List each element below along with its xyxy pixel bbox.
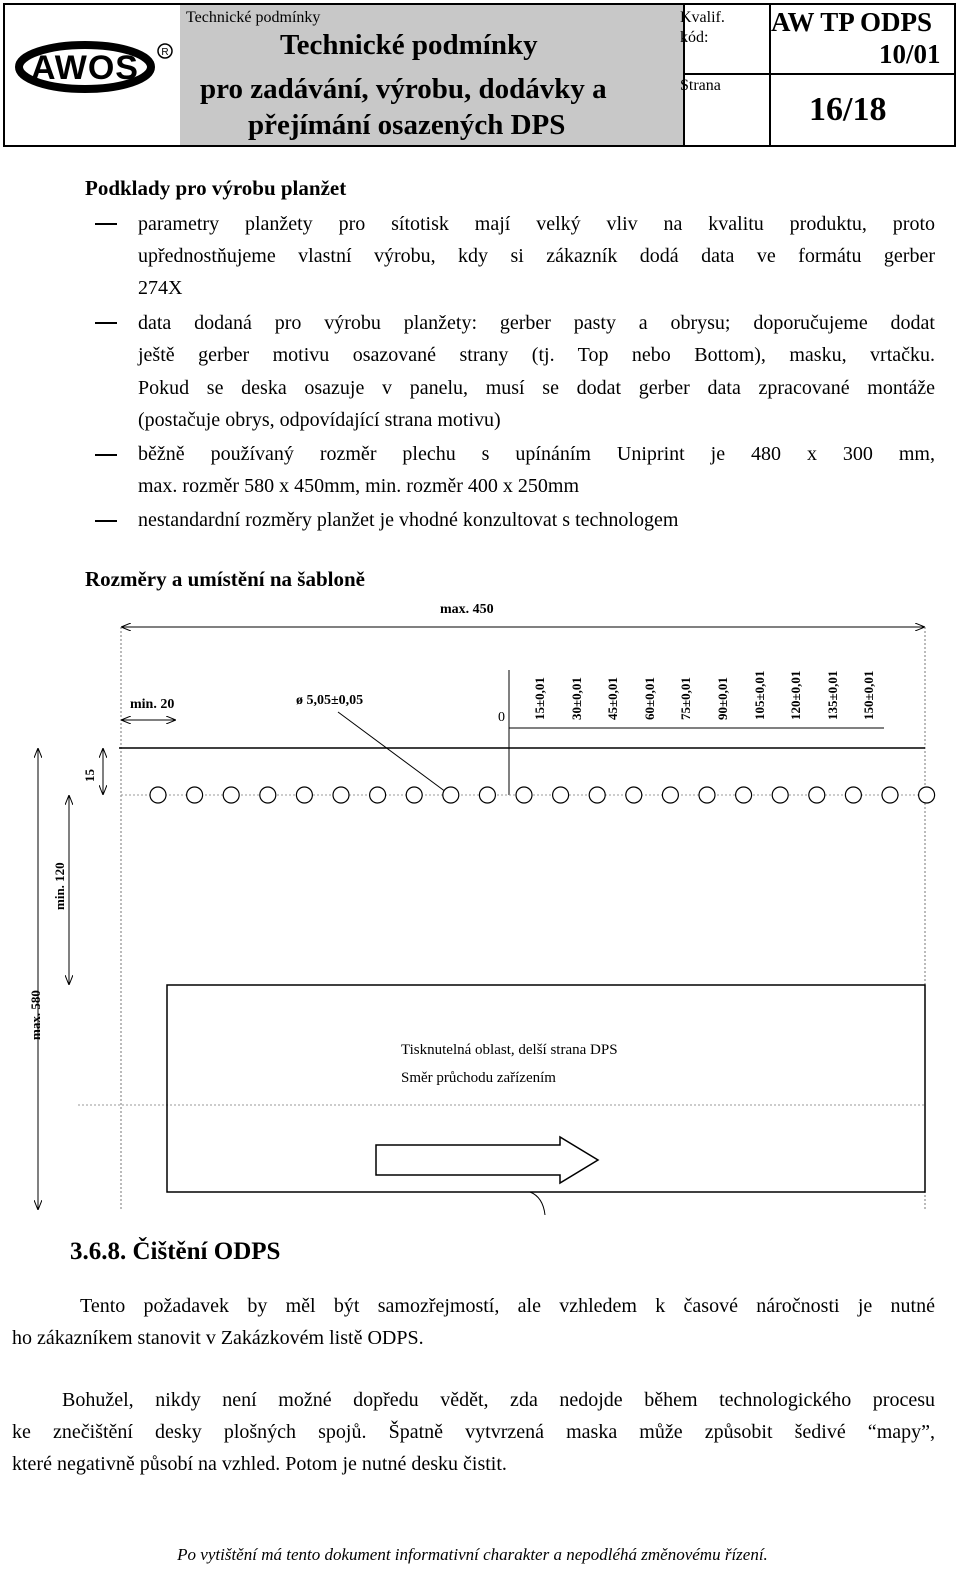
kod-label: kód: (680, 29, 709, 46)
tick-label: 45±0,01 (605, 677, 621, 720)
bullet-2-line2: ještě gerber motivu osazované strany (tj. Top nebo Bottom), masku, vrtačku. (138, 344, 935, 366)
hole-icon (919, 787, 935, 803)
dim-min-20: min. 20 (130, 697, 175, 712)
tick-label: 15±0,01 (532, 677, 547, 720)
doc-code-version: 10/01 (879, 39, 941, 69)
hole-icon (406, 787, 422, 803)
bullet-1-line1: parametry planžety pro sítotisk mají velký vliv na kvalitu produktu, proto (138, 213, 935, 235)
tick-zero: 0 (498, 710, 505, 725)
hole-icon (845, 787, 861, 803)
strana-label: Strana (680, 77, 721, 94)
bullet-1-line3: 274X (138, 277, 183, 299)
hole-icon (187, 787, 203, 803)
hole-icon (150, 787, 166, 803)
tick-label: 60±0,01 (641, 677, 657, 720)
header-title-line2: pro zadávání, výrobu, dodávky a (200, 73, 607, 105)
para2-line2: ke znečištění desky plošných spojů. Špatně vytvrzená maska může způsobit šedivé “mapy”, (12, 1421, 935, 1443)
dim-max-580: max. 580 (28, 990, 43, 1040)
hole-icon (626, 787, 642, 803)
footer-note: Po vytištění má tento dokument informativní charakter a nepodléhá změnovému řízení. (177, 1545, 768, 1564)
dim-15: 15 (82, 769, 97, 782)
section-heading-planzety: Podklady pro výrobu planžet (85, 176, 347, 200)
hole-icon (479, 787, 495, 803)
hole-icon (296, 787, 312, 803)
printable-area-label: Tisknutelná oblast, delší strana DPS (401, 1042, 618, 1058)
hole-icon (443, 787, 459, 803)
section-heading-cisteni: 3.6.8. Čištění ODPS (70, 1238, 281, 1265)
bullet-3-line1: běžně používaný rozměr plechu s upínáním Uniprint je 480 x 300 mm, (138, 443, 935, 465)
tick-label: 90±0,01 (715, 677, 730, 720)
bullet-3-line2: max. rozměr 580 x 450mm, min. rozměr 400 x 250mm (138, 475, 580, 497)
dim-min-120: min. 120 (52, 862, 67, 910)
para2-line1: Bohužel, nikdy není možné dopředu vědět, zda nedojde během technologického procesu (62, 1389, 935, 1411)
bullet-2-line1: data dodaná pro výrobu planžety: gerber pasty a obrysu; doporučujeme dodat (138, 312, 935, 334)
hole-icon (809, 787, 825, 803)
doc-code: AW TP ODPS (771, 7, 933, 37)
tick-label: 105±0,01 (751, 670, 767, 720)
hole-icon (589, 787, 605, 803)
tick-label: 30±0,01 (568, 677, 584, 720)
kvalif-label: Kvalif. (680, 9, 725, 26)
hole-icon (736, 787, 752, 803)
hole-icon (223, 787, 239, 803)
bullet-2-line4: (postačuje obrys, odpovídající strana motivu) (138, 409, 501, 431)
bullet-4-line1: nestandardní rozměry planžet je vhodné konzultovat s technologem (138, 509, 679, 531)
hole-icon (333, 787, 349, 803)
svg-text:R: R (161, 47, 169, 58)
hole-icon (370, 787, 386, 803)
para2-line3: které negativně působí na vzhled. Potom je nutné desku čistit. (12, 1453, 507, 1475)
hole-icon (260, 787, 276, 803)
tick-label: 150±0,01 (861, 670, 877, 720)
dim-hole-diameter: ø 5,05±0,05 (296, 693, 364, 708)
tick-label: 75±0,01 (678, 677, 694, 720)
para1-line2: ho zákazníkem stanovit v Zakázkovém listě ODPS. (12, 1327, 424, 1349)
tick-label: 120±0,01 (788, 670, 804, 720)
bullet-2-line3: Pokud se deska osazuje v panelu, musí se dodat gerber data zpracované montáže (138, 377, 935, 399)
direction-arrow-icon (376, 1137, 598, 1183)
para1-line1: Tento požadavek by měl být samozřejmostí, ale vzhledem k časové náročnosti je nutné (80, 1295, 935, 1317)
hole-icon (772, 787, 788, 803)
hole-icon (882, 787, 898, 803)
header-title-line1: Technické podmínky (280, 29, 538, 61)
hole-icon (699, 787, 715, 803)
logo-wordmark: AWOS (31, 49, 139, 87)
hole-icon (516, 787, 532, 803)
tick-label: 135±0,01 (824, 670, 840, 720)
hole-icon (553, 787, 569, 803)
header-title-line3: přejímání osazených DPS (248, 109, 566, 141)
printable-area (167, 985, 925, 1192)
direction-label: Směr průchodu zařízením (401, 1070, 556, 1086)
header-small-title: Technické podmínky (186, 9, 321, 26)
dim-max-450: max. 450 (440, 602, 494, 617)
hole-icon (662, 787, 678, 803)
section-heading-rozmery: Rozměry a umístění na šabloně (85, 567, 365, 591)
bullet-1-line2: upřednostňujeme vlastní výrobu, kdy si zákazník dodá data ve formátu gerber (138, 245, 935, 267)
page-number: 16/18 (809, 91, 887, 128)
